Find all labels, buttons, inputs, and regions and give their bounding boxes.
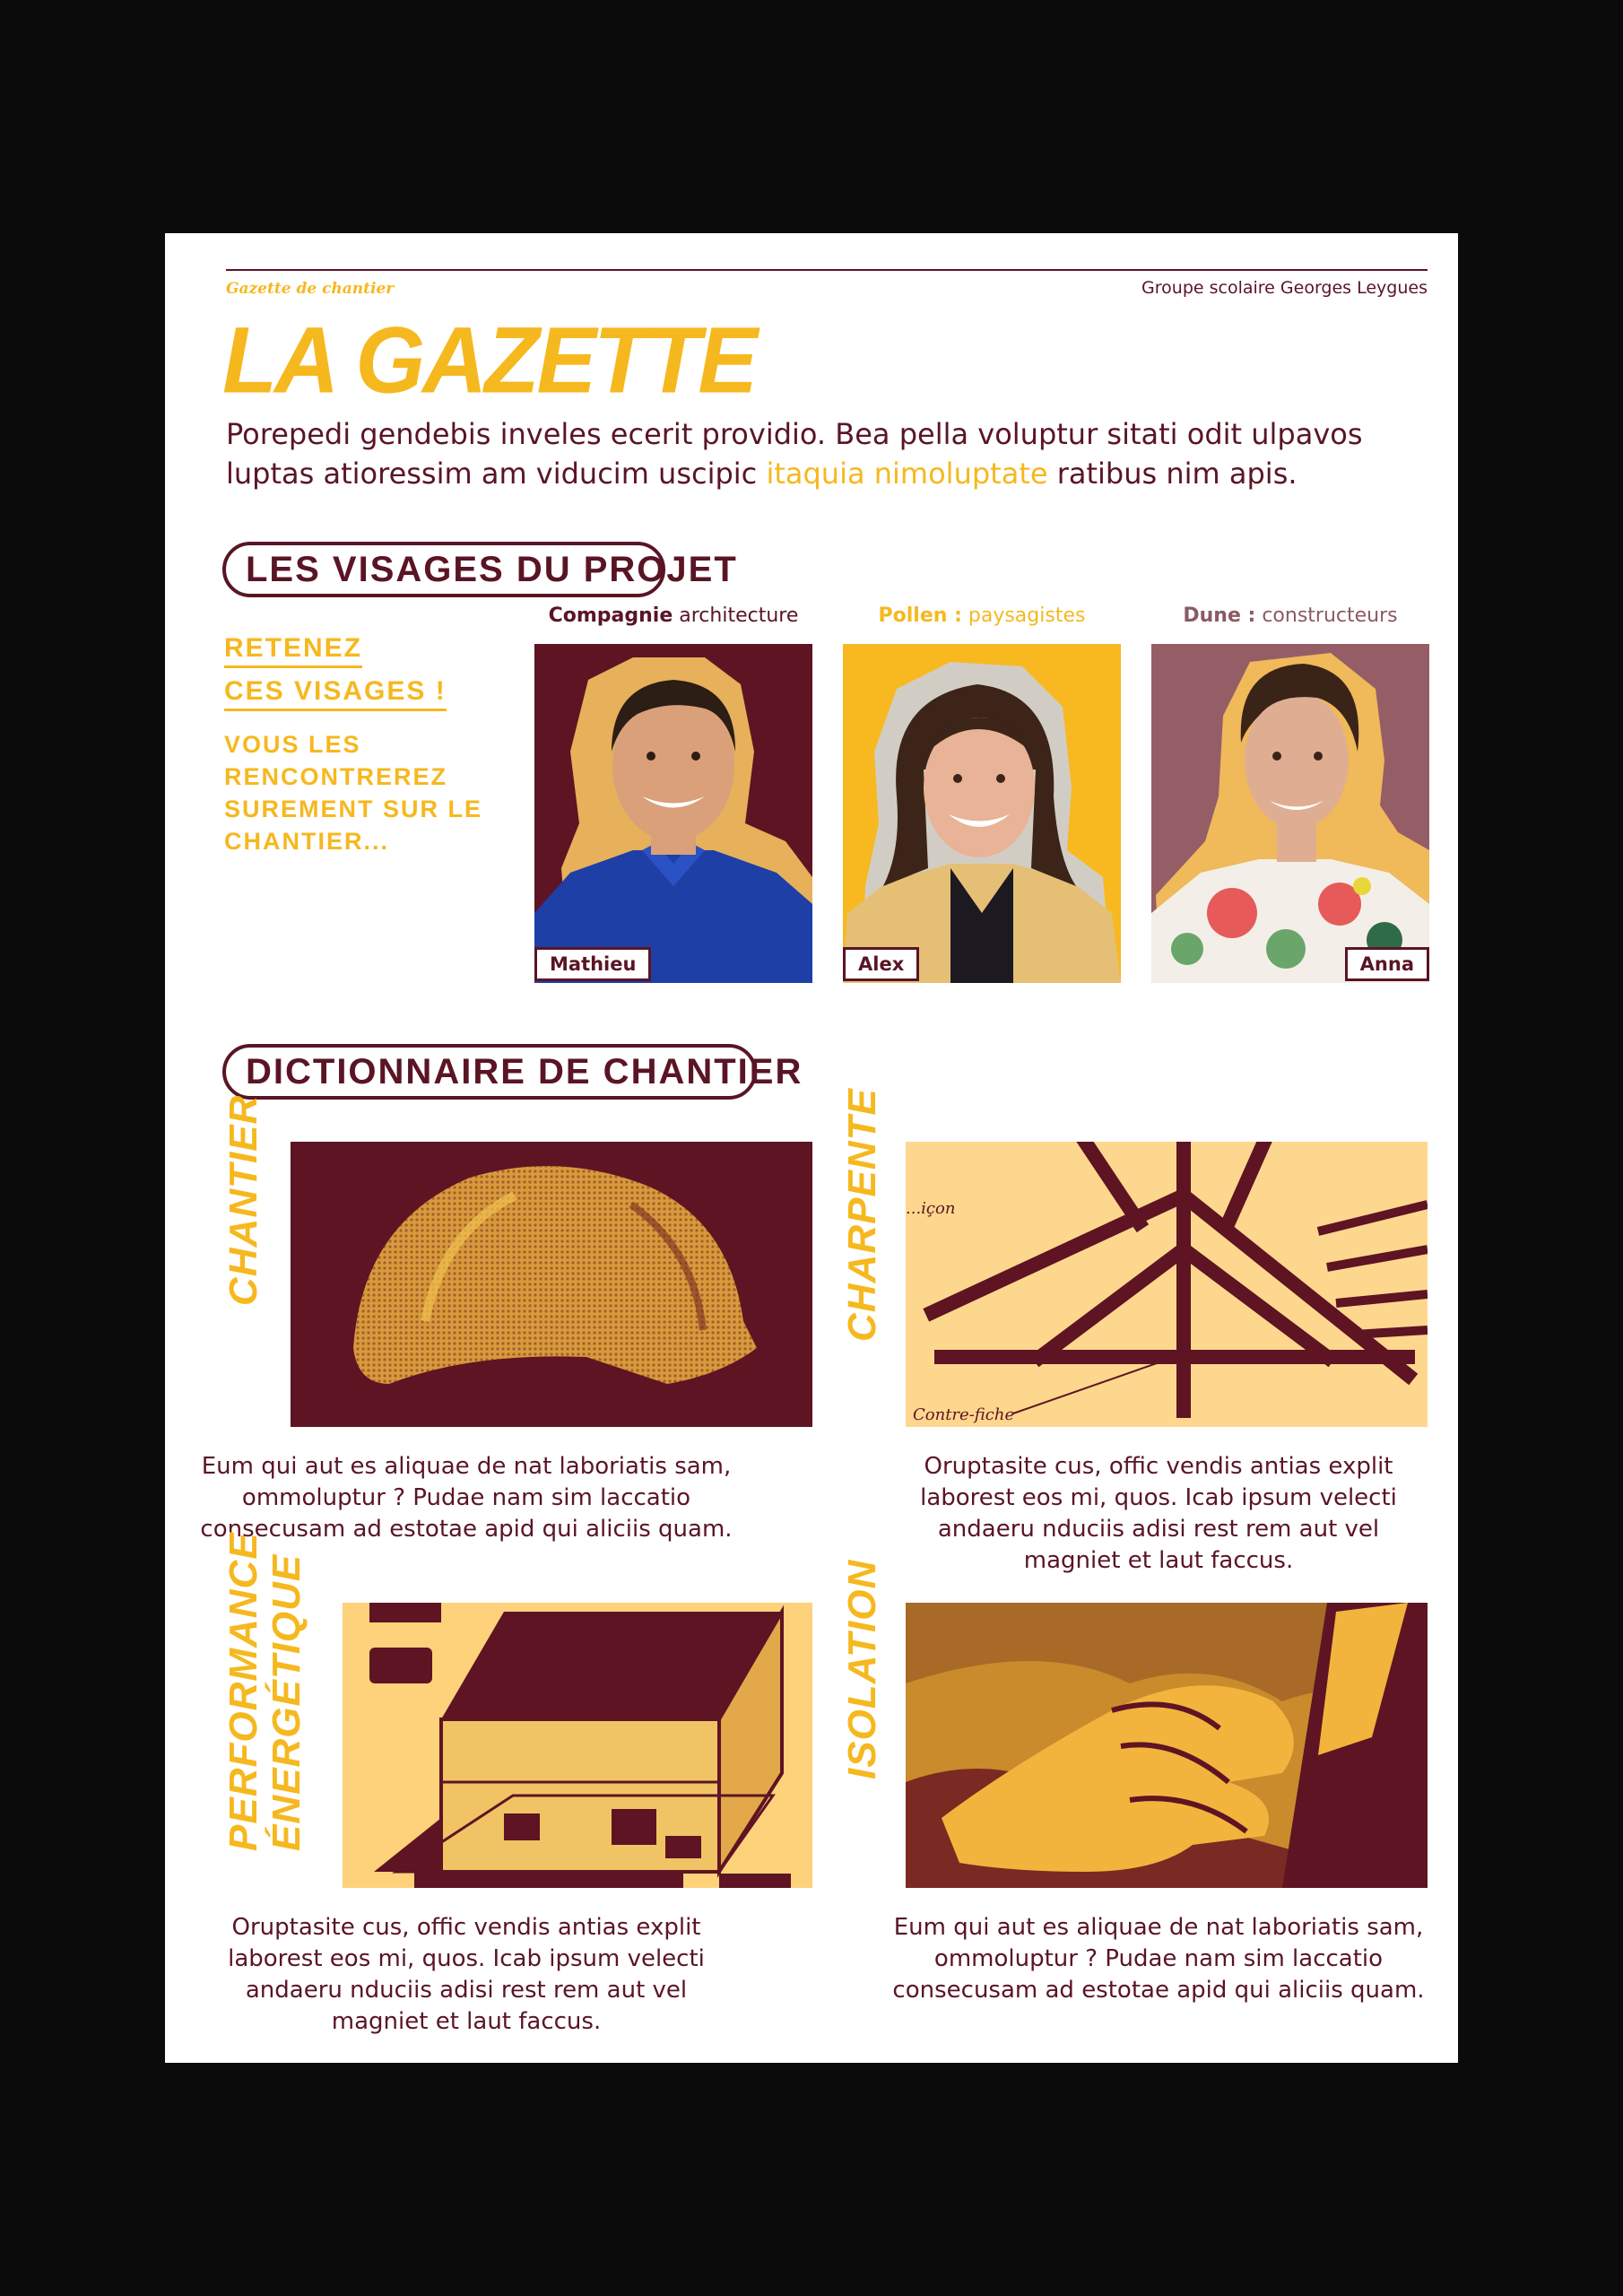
faces-note-line2: CES VISAGES ! bbox=[224, 676, 447, 711]
image-hard-hat bbox=[291, 1142, 812, 1427]
term-chantier: CHANTIER bbox=[221, 1094, 265, 1306]
term-charpente: CHARPENTE bbox=[840, 1088, 884, 1342]
nametag-3: Anna bbox=[1345, 947, 1429, 981]
team-company-1: Compagnie bbox=[548, 604, 673, 627]
caption-chantier: Eum qui aut es aliquae de nat laboriatis sam, ommoluptur ? Pudae nam sim laccatio consecusam ad estotae apid qui aliciis quam. bbox=[200, 1453, 733, 1543]
roof-label-top: ...içon bbox=[906, 1199, 956, 1218]
term-performance bbox=[221, 1532, 321, 1851]
team-role-3: constructeurs bbox=[1255, 604, 1398, 627]
portrait-anna bbox=[1151, 644, 1429, 983]
image-house-cutaway bbox=[343, 1603, 812, 1888]
lede-highlight: itaquia nimoluptate bbox=[766, 457, 1048, 491]
team-company-3: Dune : bbox=[1183, 604, 1256, 627]
lede-start: Porepedi gendebis inveles ecerit providio. Bea pella voluptur sitati odit ulpavos luptas atioressim am viducim uscipic bbox=[226, 417, 1363, 491]
caption-charpente: Oruptasite cus, offic vendis antias explit laborest eos mi, quos. Icab ipsum velecti andaeru nduciis adisi rest rem aut vel magniet et laut faccus. bbox=[920, 1453, 1397, 1574]
faces-note-line1: RETENEZ bbox=[224, 633, 362, 668]
team-role-2: paysagistes bbox=[961, 604, 1086, 627]
term-performance-line2: ÉNERGÉTIQUE bbox=[265, 1553, 308, 1851]
team-heading-1 bbox=[534, 604, 812, 627]
gloved-hand-illustration bbox=[906, 1603, 1428, 1888]
portrait-anna-image bbox=[1151, 644, 1429, 983]
kicker: Gazette de chantier bbox=[226, 280, 395, 298]
hard-hat-illustration bbox=[291, 1142, 812, 1427]
portrait-mathieu-image bbox=[534, 644, 812, 983]
caption-isolation: Eum qui aut es aliquae de nat laboriatis sam, ommoluptur ? Pudae nam sim laccatio consecusam ad estotae apid qui aliciis quam. bbox=[892, 1914, 1425, 2004]
roof-frame-illustration bbox=[906, 1142, 1428, 1427]
image-roof-frame bbox=[906, 1142, 1428, 1427]
portrait-mathieu bbox=[534, 644, 812, 983]
lede-end: ratibus nim apis. bbox=[1047, 457, 1298, 491]
team-company-2: Pollen : bbox=[878, 604, 962, 627]
lede-paragraph bbox=[226, 414, 1428, 493]
nametag-2: Alex bbox=[843, 947, 919, 981]
roof-label-bottom: Contre-fiche bbox=[913, 1405, 1015, 1424]
header-rule bbox=[226, 269, 1428, 271]
portrait-alex-image bbox=[843, 644, 1121, 983]
dictionary-heading: DICTIONNAIRE DE CHANTIER bbox=[222, 1044, 757, 1100]
school-name: Groupe scolaire Georges Leygues bbox=[1141, 278, 1428, 298]
team-heading-2 bbox=[843, 604, 1121, 627]
team-heading-3 bbox=[1151, 604, 1429, 627]
term-performance-line1: PERFORMANCE bbox=[221, 1532, 265, 1851]
caption-performance: Oruptasite cus, offic vendis antias explit laborest eos mi, quos. Icab ipsum velecti andaeru nduciis adisi rest rem aut vel magniet et laut faccus. bbox=[228, 1914, 705, 2035]
page-title: LA GAZETTE bbox=[222, 308, 756, 413]
image-insulation bbox=[906, 1603, 1428, 1888]
nametag-1: Mathieu bbox=[534, 947, 651, 981]
portrait-alex bbox=[843, 644, 1121, 983]
house-cutaway-illustration bbox=[343, 1603, 812, 1888]
gazette-page bbox=[165, 233, 1458, 2063]
term-isolation: ISOLATION bbox=[840, 1559, 884, 1779]
team-role-1: architecture bbox=[673, 604, 799, 627]
faces-heading: LES VISAGES DU PROJET bbox=[222, 542, 665, 597]
faces-note-line3: VOUS LES RENCONTREREZ SUREMENT SUR LE CHANTIER... bbox=[224, 731, 483, 855]
